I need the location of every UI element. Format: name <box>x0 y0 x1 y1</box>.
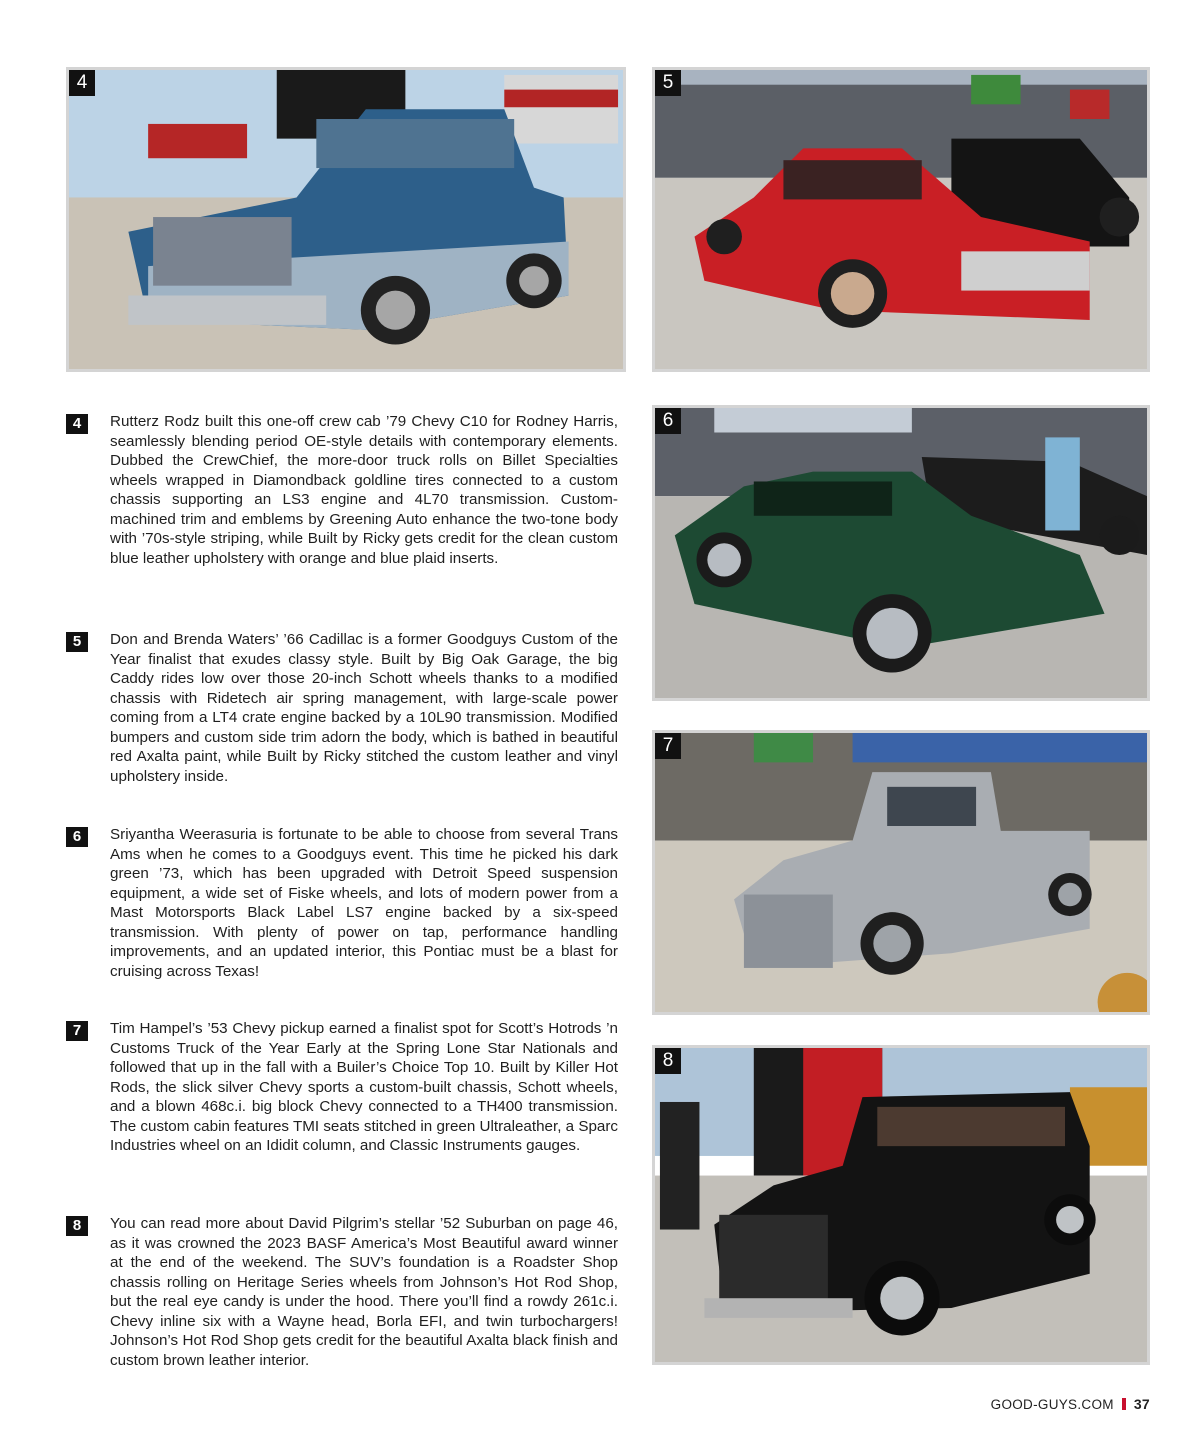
footer-divider <box>1122 1398 1126 1410</box>
caption-8 <box>66 1214 618 1370</box>
photo-6 <box>652 405 1150 701</box>
photo-number: 5 <box>655 70 681 96</box>
caption-number: 6 <box>66 827 88 847</box>
photo-4-image <box>69 70 623 369</box>
photo-number: 4 <box>69 70 95 96</box>
photo-8-image <box>655 1048 1147 1362</box>
photo-8 <box>652 1045 1150 1365</box>
footer-site[interactable]: GOOD-GUYS.COM <box>990 1396 1114 1412</box>
photo-5-image <box>655 70 1147 369</box>
caption-7 <box>66 1019 618 1156</box>
page-footer <box>991 1396 1150 1412</box>
caption-6 <box>66 825 618 981</box>
photo-5 <box>652 67 1150 372</box>
caption-number: 4 <box>66 414 88 434</box>
page-number: 37 <box>1133 1396 1150 1412</box>
photo-4 <box>66 67 626 372</box>
caption-number: 8 <box>66 1216 88 1236</box>
caption-number: 5 <box>66 632 88 652</box>
photo-7-image <box>655 733 1147 1012</box>
caption-text: Sriyantha Weerasuria is fortunate to be able to choose from several Trans Ams when he comes to a Goodguys event. This time he picked his dark green ’73, which has been upgraded with Detroit Speed suspension equipment, a wide set of Fiske wheels, and lots of modern power from a Mast Motorsports Black Label LS7 engine backed by a six-speed transmission. With plenty of power on tap, performance handling improvements, and an updated interior, this Pontiac must be a blast for cruising across Texas! <box>110 826 618 980</box>
caption-text: Don and Brenda Waters’ ’66 Cadillac is a former Goodguys Custom of the Year finalist that exudes classy style. Built by Big Oak Garage, the big Caddy rides low over those 20-inch Schott wheels thanks to a modified chassis with Ridetech air spring management, with large-scale power coming from a LT4 crate engine backed by a 10L90 transmission. Modified bumpers and custom side trim adorn the body, which is bathed in beautiful red Axalta paint, while Built by Ricky stitched the custom leather and vinyl upholstery inside. <box>110 631 618 785</box>
photo-6-image <box>655 408 1147 698</box>
photo-7 <box>652 730 1150 1015</box>
caption-text: Tim Hampel’s ’53 Chevy pickup earned a finalist spot for Scott’s Hotrods ’n Customs Truck of the Year Early at the Spring Lone Star Nationals and followed that up in the fall with a Builer’s Choice Top 10. Built by Killer Hot Rods, the slick silver Chevy sports a custom-built chassis, Schott wheels, and a blown 468c.i. big block Chevy connected to a TH400 transmission. The custom cabin features TMI seats stitched in green Ultraleather, a Sparc Industries wheel on an Ididit column, and Classic Instruments gauges. <box>110 1020 618 1154</box>
caption-text: Rutterz Rodz built this one-off crew cab ’79 Chevy C10 for Rodney Harris, seamlessly blending period OE-style details with contemporary elements. Dubbed the CrewChief, the more-door truck rolls on Billet Specialties wheels wrapped in Diamondback goldline tires connected to a custom chassis supporting an LS3 engine and 4L70 transmission. Custom-machined trim and emblems by Greening Auto enhance the two-tone body with ’70s-style striping, while Built by Ricky gets credit for the clean custom blue leather upholstery with orange and blue plaid inserts. <box>110 413 618 567</box>
caption-text: You can read more about David Pilgrim’s stellar ’52 Suburban on page 46, as it was crowned the 2023 BASF America’s Most Beautiful award winner at the end of the weekend. The SUV’s foundation is a Roadster Shop chassis rolling on Heritage Series wheels from Johnson’s Hot Rod Shop, but the real eye candy is under the hood. There you’ll find a rowdy 261c.i. Chevy inline six with a Wayne head, Borla EFI, and twin turbochargers! Johnson’s Hot Rod Shop gets credit for the beautiful Axalta black finish and custom brown leather interior. <box>110 1215 618 1369</box>
photo-number: 8 <box>655 1048 681 1074</box>
photo-number: 6 <box>655 408 681 434</box>
caption-number: 7 <box>66 1021 88 1041</box>
photo-number: 7 <box>655 733 681 759</box>
caption-5 <box>66 630 618 786</box>
caption-4 <box>66 412 618 568</box>
